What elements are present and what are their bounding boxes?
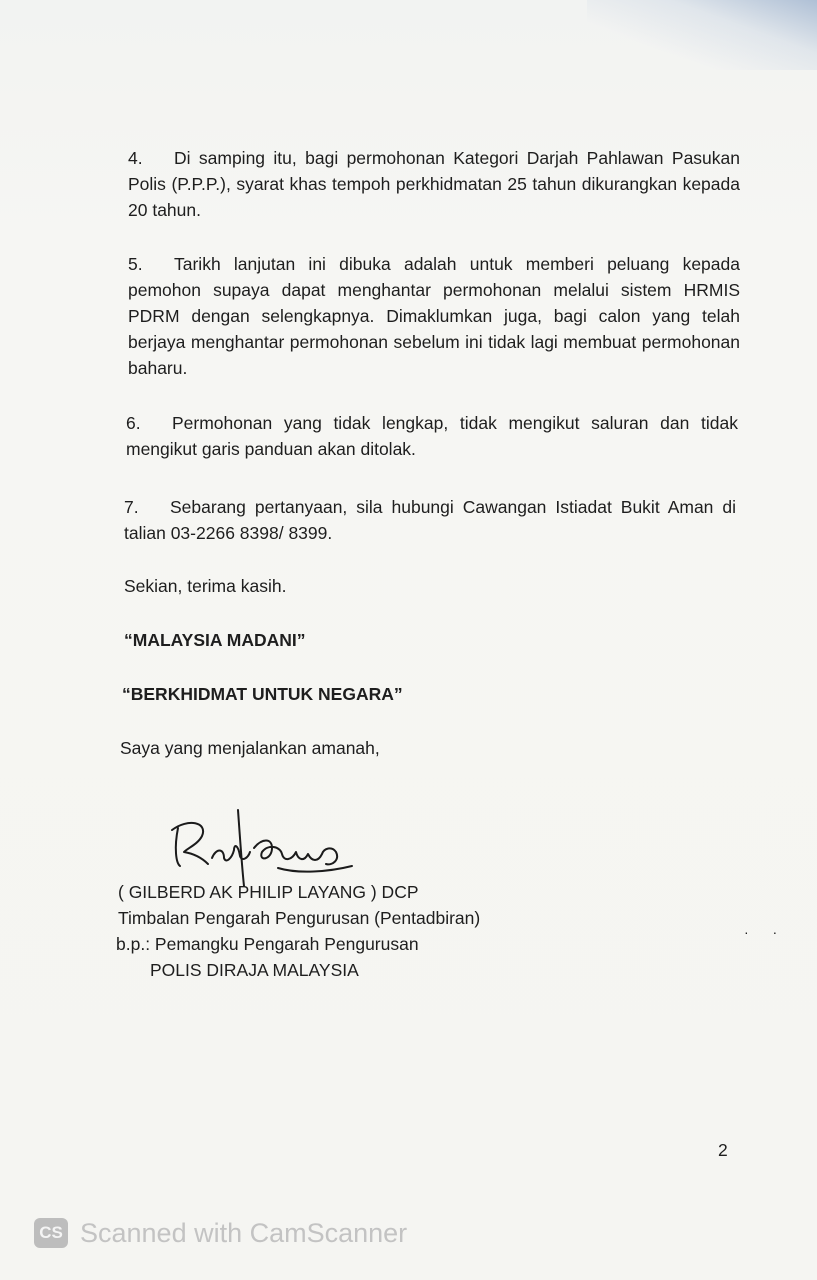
scan-shadow [587,0,817,70]
watermark-text: Scanned with CamScanner [80,1217,408,1248]
scan-speck: · · [744,924,788,940]
page-number: 2 [718,1140,728,1160]
paragraph-4 [128,145,740,223]
paragraph-7 [124,494,736,546]
paragraph-text: Di samping itu, bagi permohonan Kategori Darjah Pahlawan Pasukan Polis (P.P.P.), syarat khas tempoh perkhidmatan 25 tahun dikurangkan kepada 20 tahun. [128,148,740,220]
valediction: Saya yang menjalankan amanah, [120,738,380,758]
paragraph-text: Sebarang pertanyaan, sila hubungi Cawangan Istiadat Bukit Aman di talian 03-2266 8398/ 8399. [124,497,736,543]
camscanner-watermark [34,1215,407,1251]
paragraph-text: Permohonan yang tidak lengkap, tidak mengikut saluran dan tidak mengikut garis panduan akan ditolak. [126,413,738,459]
signatory-title: Timbalan Pengarah Pengurusan (Pentadbiran) [118,908,481,928]
paragraph-number: 7. [124,497,139,517]
paragraph-number: 6. [126,413,141,433]
paragraph-text: Tarikh lanjutan ini dibuka adalah untuk memberi peluang kepada pemohon supaya dapat menghantar permohonan melalui sistem HRMIS PDRM dengan selengkapnya. Dimaklumkan juga, bagi calon yang telah berjaya menghantar permohonan sebelum ini tidak lagi membuat permohonan baharu. [128,254,740,378]
signatory-name: ( GILBERD AK PHILIP LAYANG ) DCP [118,882,419,902]
signatory-organisation: POLIS DIRAJA MALAYSIA [150,960,359,980]
signature-icon [168,808,358,888]
paragraph-number: 4. [128,148,143,168]
paragraph-6 [126,410,738,462]
slogan-malaysia-madani: “MALAYSIA MADANI” [124,630,306,650]
slogan-berkhidmat: “BERKHIDMAT UNTUK NEGARA” [122,684,403,704]
signatory-on-behalf: b.p.: Pemangku Pengarah Pengurusan [116,934,419,954]
closing-text: Sekian, terima kasih. [124,576,287,596]
camscanner-logo-icon: CS [34,1218,68,1248]
paragraph-5 [128,251,740,381]
paragraph-number: 5. [128,254,143,274]
